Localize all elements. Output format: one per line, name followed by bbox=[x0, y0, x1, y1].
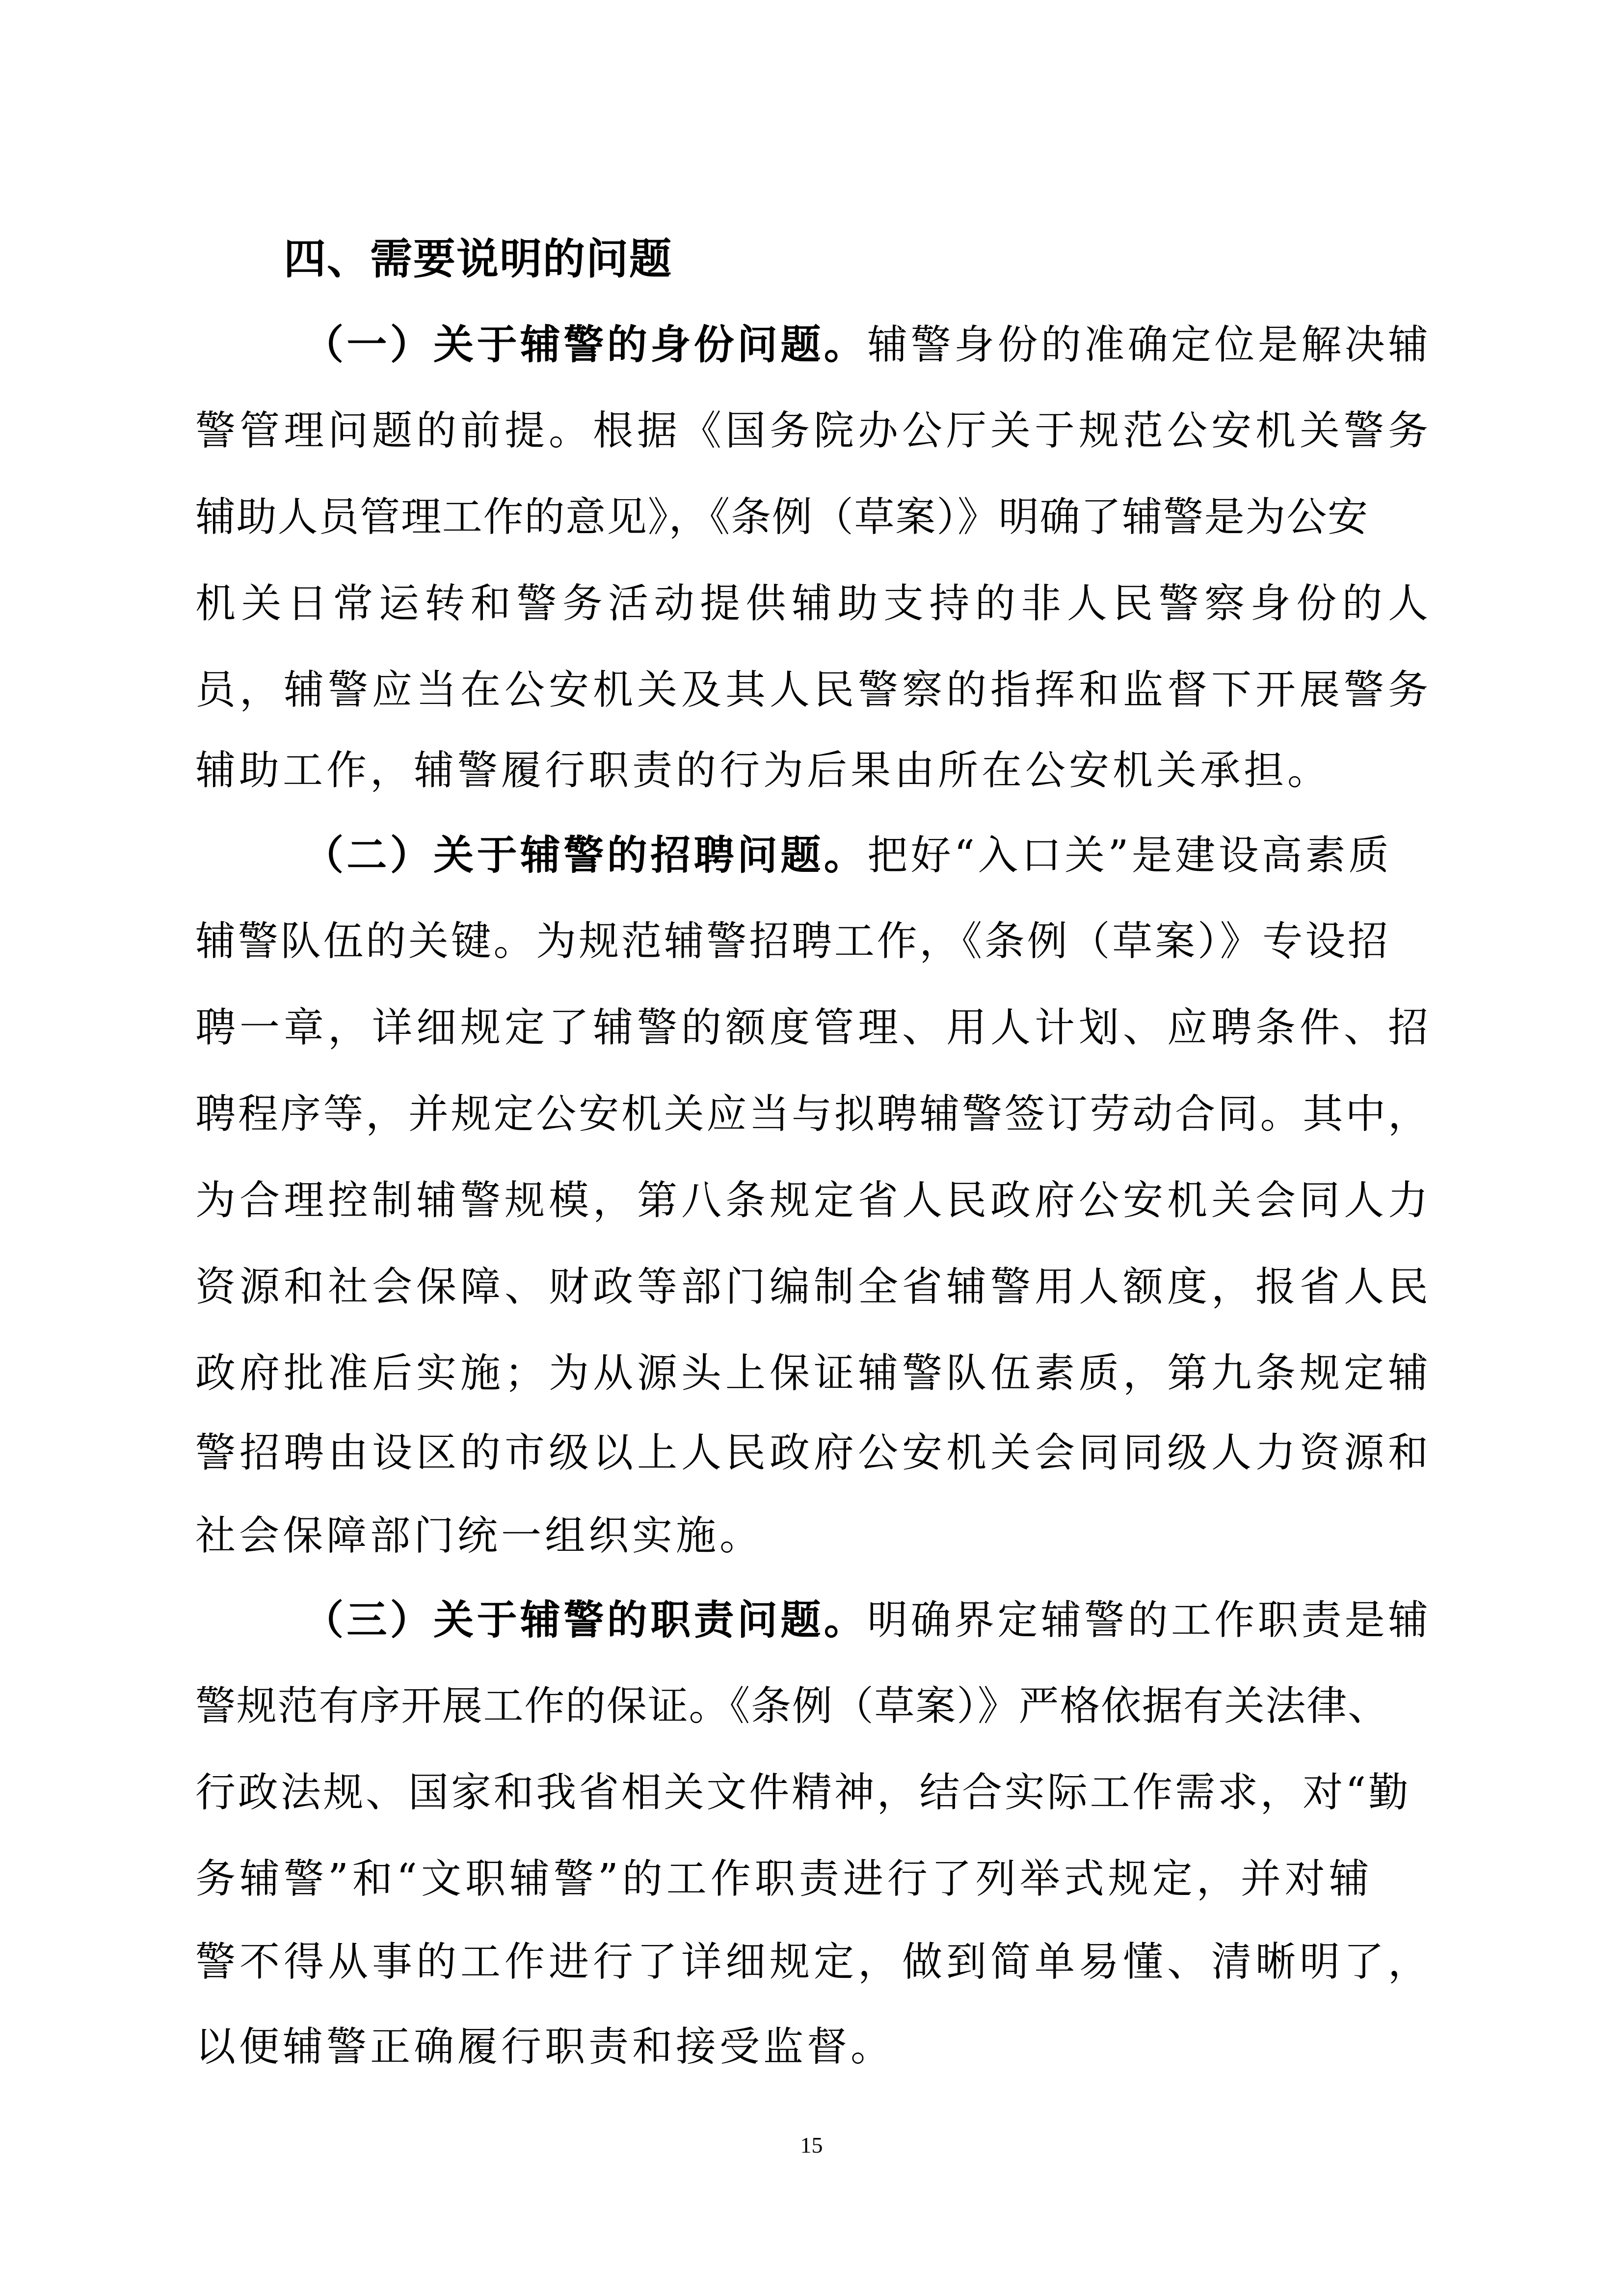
paragraph-2-lead: （二）关于辅警的招聘问题。 bbox=[303, 832, 868, 879]
paragraph-1-line-5: 员，辅警应当在公安机关及其人民警察的指挥和监督下开展警务 bbox=[195, 667, 1433, 713]
paragraph-3-line-4: 务辅警”和“文职辅警”的工作职责进行了列举式规定，并对辅 bbox=[195, 1856, 1373, 1902]
paragraph-3-line-2: 警规范有序开展工作的保证。《条例（草案）》严格依据有关法律、 bbox=[195, 1683, 1389, 1729]
paragraph-1-line-1: （一）关于辅警的身份问题。辅警身份的准确定位是解决辅 bbox=[303, 321, 1432, 368]
paragraph-1-line-2: 警管理问题的前提。根据《国务院办公厅关于规范公安机关警务 bbox=[195, 407, 1433, 454]
paragraph-3-line-6: 以便辅警正确履行职责和接受监督。 bbox=[195, 2024, 895, 2070]
paragraph-2-line-1: （二）关于辅警的招聘问题。把好“入口关”是建设高素质 bbox=[303, 832, 1392, 879]
paragraph-2-line-3: 聘一章，详细规定了辅警的额度管理、用人计划、应聘条件、招 bbox=[195, 1004, 1433, 1051]
paragraph-1-lead: （一）关于辅警的身份问题。 bbox=[303, 321, 868, 368]
paragraph-2-line-8: 警招聘由设区的市级以上人民政府公安机关会同同级人力资源和 bbox=[195, 1430, 1433, 1476]
paragraph-1-line-4: 机关日常运转和警务活动提供辅助支持的非人民警察身份的人 bbox=[195, 580, 1434, 627]
paragraph-3-line-5: 警不得从事的工作进行了详细规定，做到简单易懂、清晰明了， bbox=[195, 1939, 1433, 1985]
paragraph-2-line-2: 辅警队伍的关键。为规范辅警招聘工作，《条例（草案）》专设招 bbox=[195, 918, 1390, 965]
paragraph-2-line-4: 聘程序等，并规定公安机关应当与拟聘辅警签订劳动合同。其中， bbox=[195, 1091, 1431, 1137]
paragraph-1-line-6: 辅助工作，辅警履行职责的行为后果由所在公安机关承担。 bbox=[195, 747, 1331, 794]
paragraph-3-lead: （三）关于辅警的职责问题。 bbox=[303, 1596, 868, 1644]
paragraph-3-line-1: （三）关于辅警的职责问题。明确界定辅警的工作职责是辅 bbox=[303, 1596, 1432, 1644]
paragraph-2-line-7: 政府批准后实施；为从源头上保证辅警队伍素质，第九条规定辅 bbox=[195, 1350, 1433, 1397]
page-number: 15 bbox=[800, 2133, 823, 2158]
paragraph-2-line-5: 为合理控制辅警规模，第八条规定省人民政府公安机关会同人力 bbox=[195, 1177, 1433, 1224]
paragraph-3-line-3: 行政法规、国家和我省相关文件精神，结合实际工作需求，对“勤 bbox=[195, 1769, 1411, 1816]
section-heading: 四、需要说明的问题 bbox=[284, 235, 672, 284]
paragraph-2-line-9: 社会保障部门统一组织实施。 bbox=[195, 1513, 764, 1559]
paragraph-1-line-3: 辅助人员管理工作的意见》，《条例（草案）》明确了辅警是为公安 bbox=[195, 494, 1369, 540]
paragraph-2-line-6: 资源和社会保障、财政等部门编制全省辅警用人额度，报省人民 bbox=[195, 1264, 1433, 1310]
